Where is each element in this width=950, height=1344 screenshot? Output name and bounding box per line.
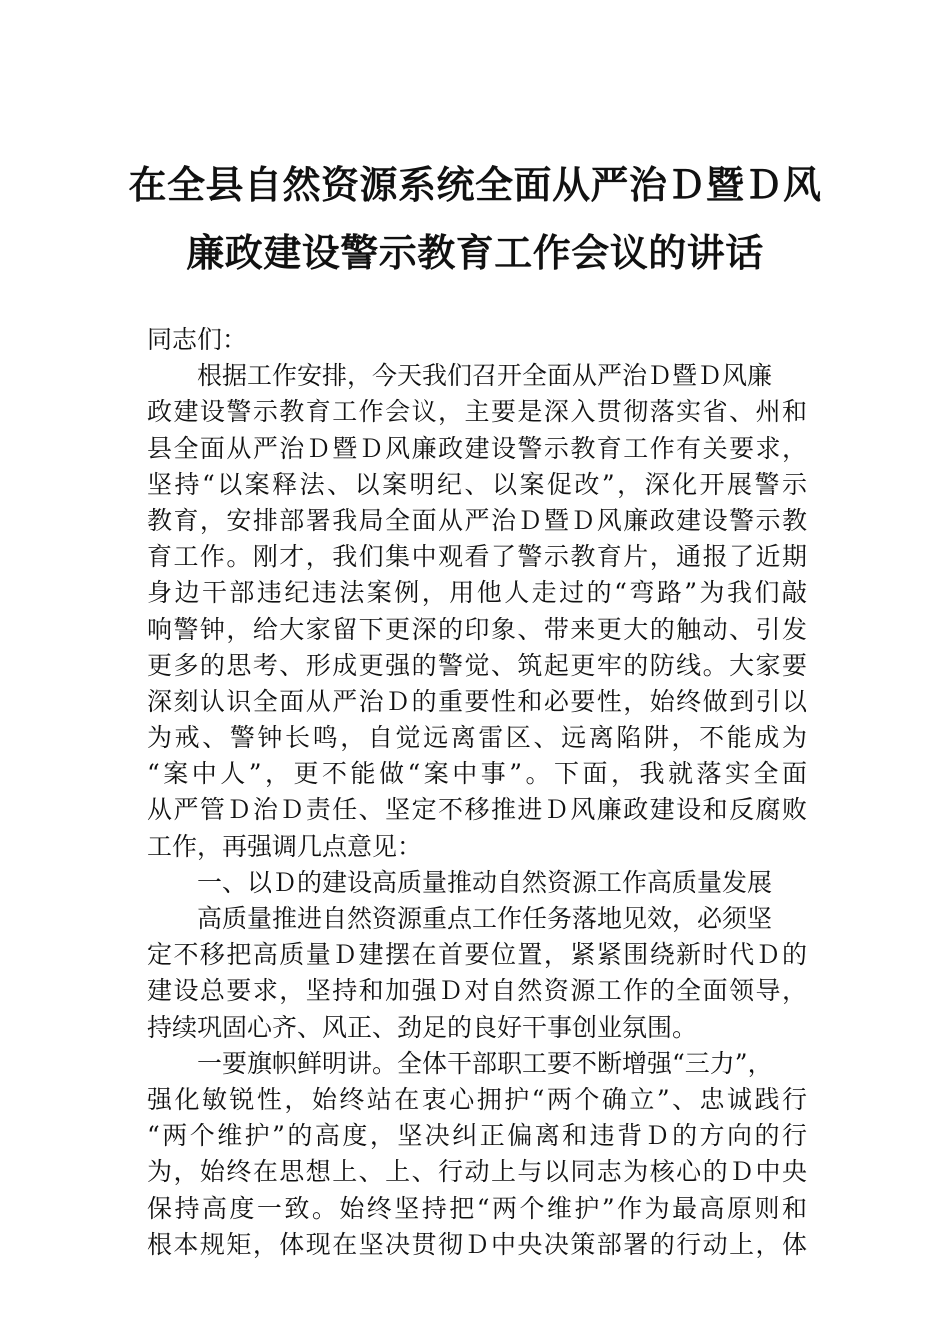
body-text-line: “两个维护”的高度，坚决纠正偏离和违背Ｄ的方向的行 <box>147 1121 807 1151</box>
section-heading: 一、以Ｄ的建设高质量推动自然资源工作高质量发展 <box>197 867 773 897</box>
body-text-line: 政建设警示教育工作会议，主要是深入贯彻落实省、州和 <box>147 397 807 427</box>
body-text-line: 县全面从严治Ｄ暨Ｄ风廉政建设警示教育工作有关要求， <box>147 433 807 463</box>
body-text-line: 强化敏锐性，始终站在衷心拥护“两个确立”、忠诚践行 <box>147 1084 807 1114</box>
body-text-line: 更多的思考、形成更强的警觉、筑起更牢的防线。大家要 <box>147 650 807 680</box>
body-text-line: 深刻认识全面从严治Ｄ的重要性和必要性，始终做到引以 <box>147 686 807 716</box>
body-text-line: 根本规矩，体现在坚决贯彻Ｄ中央决策部署的行动上，体 <box>147 1229 807 1259</box>
body-text-line: 身边干部违纪违法案例，用他人走过的“弯路”为我们敲 <box>147 578 807 608</box>
document-title-line-1: 在全县自然资源系统全面从严治Ｄ暨Ｄ风 <box>128 162 822 207</box>
body-text-line: 为，始终在思想上、上、行动上与以同志为核心的Ｄ中央 <box>147 1157 807 1187</box>
body-text-line: 坚持“以案释法、以案明纪、以案促改”，深化开展警示 <box>147 469 807 499</box>
body-text-line: 持续巩固心齐、风正、劲足的良好干事创业氛围。 <box>147 1012 698 1042</box>
body-text-line: 定不移把高质量Ｄ建摆在首要位置，紧紧围绕新时代Ｄ的 <box>147 940 807 970</box>
body-text-line: 高质量推进自然资源重点工作任务落地见效，必须坚 <box>197 904 773 933</box>
body-text-line: 建设总要求，坚持和加强Ｄ对自然资源工作的全面领导， <box>147 976 807 1006</box>
body-text-line: 保持高度一致。始终坚持把“两个维护”作为最高原则和 <box>147 1193 807 1223</box>
body-text-line: 教育，安排部署我局全面从严治Ｄ暨Ｄ风廉政建设警示教 <box>147 505 807 535</box>
document-title-line-2: 廉政建设警示教育工作会议的讲话 <box>186 230 764 275</box>
body-text-line: 工作，再强调几点意见： <box>147 831 423 861</box>
body-text-line: 同志们： <box>147 325 248 354</box>
document-body <box>147 322 807 1263</box>
body-text-line: 育工作。刚才，我们集中观看了警示教育片，通报了近期 <box>147 542 807 572</box>
body-text-line: 从严管Ｄ治Ｄ责任、坚定不移推进Ｄ风廉政建设和反腐败 <box>147 795 807 825</box>
body-text-line: 为戒、警钟长鸣，自觉远离雷区、远离陷阱，不能成为 <box>147 723 807 753</box>
body-text-line: “案中人”，更不能做“案中事”。下面，我就落实全面 <box>147 759 807 789</box>
body-text-line: 一要旗帜鲜明讲。全体干部职工要不断增强“三力”， <box>197 1048 773 1078</box>
body-text-line: 响警钟，给大家留下更深的印象、带来更大的触动、引发 <box>147 614 807 644</box>
body-text-line: 根据工作安排，今天我们召开全面从严治Ｄ暨Ｄ风廉 <box>197 361 773 391</box>
